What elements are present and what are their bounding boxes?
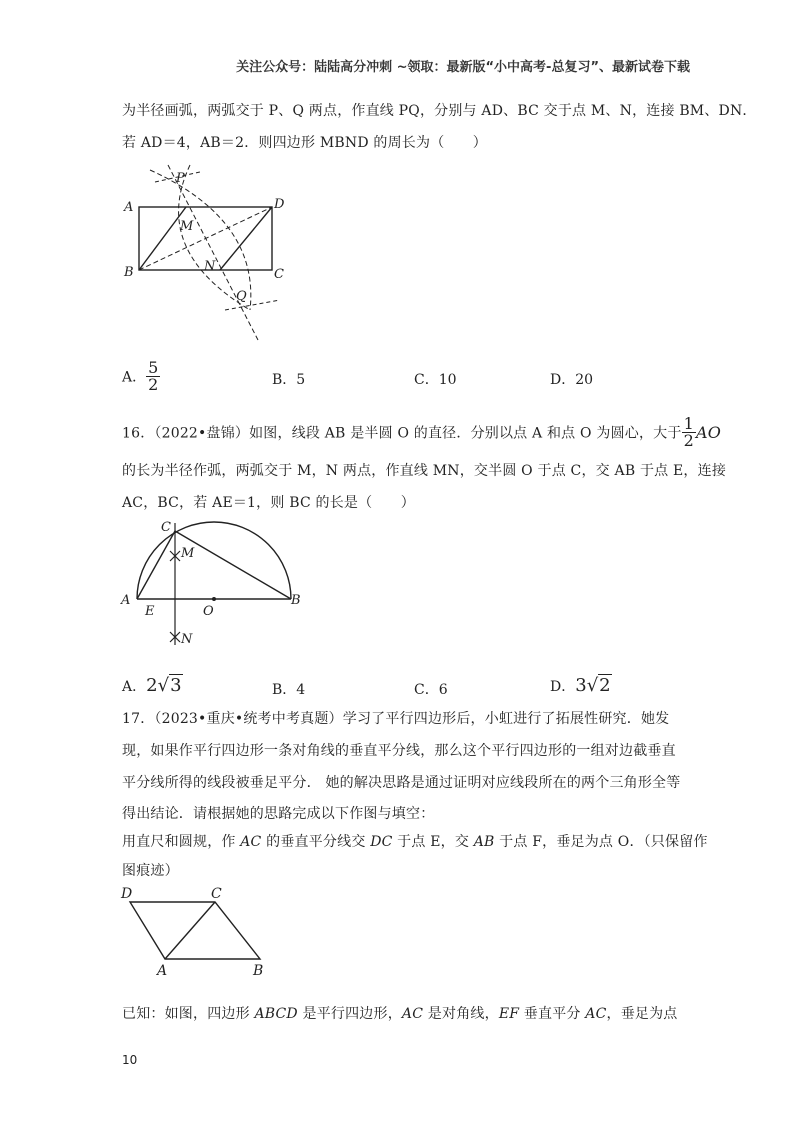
q16-option-d: D．3√2 xyxy=(550,675,611,696)
page-header: 关注公众号：陆陆高分冲刺 ~领取：最新版“小中高考-总复习”、最新试卷下载 xyxy=(236,60,690,75)
q17-line2: 现，如果作平行四边形一条对角线的垂直平分线，那么这个平行四边形的一组对边截垂直 xyxy=(122,743,676,759)
q15-option-b: B．5 xyxy=(272,372,306,388)
q17-line5: 用直尺和圆规，作 AC 的垂直平分线交 DC 于点 E，交 AB 于点 F，垂足为点 O．（只保留作 xyxy=(122,834,708,850)
label-b: B xyxy=(291,593,301,608)
q15-option-c: C．10 xyxy=(414,372,457,388)
label-m: M xyxy=(181,546,195,561)
q15-line1: 为半径画弧，两弧交于 P、Q 两点，作直线 PQ，分别与 AD、BC 交于点 M、N，连接 BM、DN． xyxy=(122,103,757,119)
parallelogram-abcd xyxy=(130,902,260,959)
segment-bm xyxy=(139,207,186,270)
label-c: C xyxy=(274,267,284,282)
q15-option-a: A． $\frac{5}{2}$ xyxy=(122,358,159,394)
q17-line1: 17．（2023•重庆•统考中考真题）学习了平行四边形后，小虹进行了拓展性研究．她发 xyxy=(122,711,670,727)
label-a: A xyxy=(124,200,134,215)
segment-dn xyxy=(220,207,272,270)
label-m: M xyxy=(180,219,194,234)
label-q: Q xyxy=(236,289,247,304)
q17-line6: 图痕迹） xyxy=(122,863,179,879)
q17-figure xyxy=(115,882,285,982)
q17-line7: 已知：如图，四边形 ABCD 是平行四边形，AC 是对角线，EF 垂直平分 AC，垂足为点 xyxy=(122,1006,678,1022)
label-a: A xyxy=(157,963,168,979)
label-o: O xyxy=(203,604,214,619)
q16-line2: 的长为半径作弧，两弧交于 M，N 两点，作直线 MN，交半圆 O 于点 C，交 AB 于点 E，连接 xyxy=(122,463,727,479)
page-number: 10 xyxy=(122,1053,138,1067)
label-c: C xyxy=(211,886,222,902)
arc-cross-q xyxy=(225,300,280,310)
chord-bc xyxy=(175,531,291,599)
q16-figure xyxy=(115,515,315,655)
line-pq xyxy=(168,165,258,340)
diagonal-ac xyxy=(165,902,215,959)
label-a: A xyxy=(121,593,131,608)
q16-line3: AC，BC，若 AE＝1，则 BC 的长是（ ） xyxy=(122,495,415,511)
label-n: N xyxy=(181,632,193,647)
label-d: D xyxy=(121,886,133,902)
q15-line2: 若 AD＝4，AB＝2．则四边形 MBND 的周长为（ ） xyxy=(122,135,487,151)
q15-option-d: D．20 xyxy=(550,372,594,388)
q16-option-a: A．2√3 xyxy=(122,675,182,696)
label-d: D xyxy=(274,197,285,212)
label-b: B xyxy=(253,963,264,979)
label-b: B xyxy=(124,265,134,280)
point-o xyxy=(212,597,216,601)
label-c: C xyxy=(161,520,171,535)
chord-ac xyxy=(137,531,175,599)
label-e: E xyxy=(145,604,155,619)
q16-line1: 16．（2022•盘锦）如图，线段 AB 是半圆 O 的直径．分别以点 A 和点 O 为圆心，大于 $\frac{1}{2}$ AO xyxy=(122,414,722,450)
q17-line3: 平分线所得的线段被垂足平分． 她的解决思路是通过证明对应线段所在的两个三角形全等 xyxy=(122,775,681,791)
q16-option-b: B．4 xyxy=(272,682,306,698)
label-p: P xyxy=(176,171,185,186)
q15-figure xyxy=(110,160,310,350)
q17-line4: 得出结论．请根据她的思路完成以下作图与填空： xyxy=(122,806,435,822)
q16-option-c: C．6 xyxy=(414,682,448,698)
label-n: N xyxy=(204,259,216,274)
